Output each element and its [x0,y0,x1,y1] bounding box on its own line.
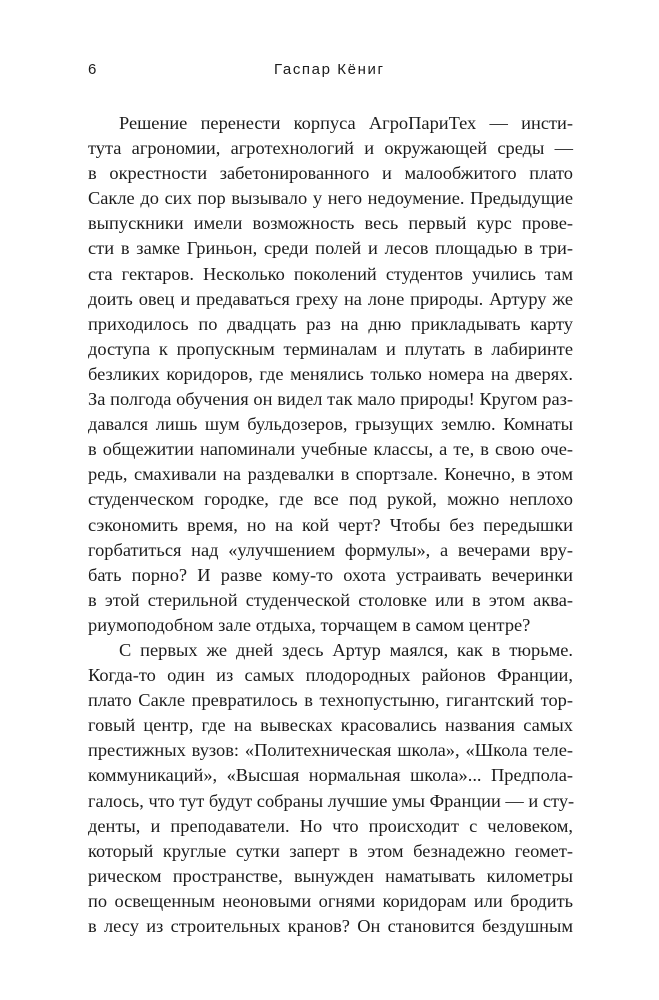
text-line: доступа к пропускным терминалам и плутать в лабиринте [88,338,573,359]
text-line: в общежитии напоминали учебные классы, а те, в свою оче- [88,439,573,460]
text-line: галось, что тут будут собраны лучшие умы Франции — и сту- [88,790,575,811]
text-line: студенческом городке, где все под рукой, можно неплохо [88,489,573,510]
text-line: сэкономить время, но на кой черт? Чтобы без передышки [88,514,573,535]
text-line: приходилось по двадцать раз на дню прикладывать карту [88,313,573,334]
text-line: редь, смахивали на раздевалки в спортзале. Конечно, в этом [88,464,573,485]
text-body [88,111,573,939]
text-line: давался лишь шум бульдозеров, грызущих землю. Комнаты [88,414,573,435]
text-line: Сакле до сих пор вызывало у него недоумение. Предыдущие [88,188,573,209]
text-line: Когда-то один из самых плодородных районов Франции, [88,665,573,686]
text-line: коммуникаций», «Высшая нормальная школа»... Предпола- [88,765,573,786]
paragraph-2 [88,638,573,939]
text-line: плато Сакле превратилось в технопустыню, гигантский тор- [88,690,573,711]
text-line: выпускники имели возможность весь первый курс прове- [88,213,573,234]
running-head: Гаспар Кёниг [274,61,385,78]
text-line: тута агрономии, агротехнологий и окружающей среды — [88,138,573,159]
text-line: престижных вузов: «Политехническая школа», «Школа теле- [88,740,573,761]
text-line: в окрестности забетонированного и малообжитого плато [88,163,573,184]
text-line: говый центр, где на вывесках красовались названия самых [88,715,573,736]
text-line: сти в замке Гриньон, среди полей и лесов площадью в три- [88,238,573,259]
paragraph-1 [88,111,573,638]
text-line: денты, и преподаватели. Но что происходит с человеком, [88,815,573,836]
text-line: Решение перенести корпуса АгроПариТех — инсти- [119,113,573,133]
text-line: риумоподобном зале отдыха, торчащем в самом центре? [88,614,531,635]
text-line: горбатиться над «улучшением формулы», а вечерами вру- [88,539,573,560]
text-line: который круглые сутки заперт в этом безнадежно геомет- [88,840,573,861]
text-line: ста гектаров. Несколько поколений студентов учились там [88,263,573,284]
text-line: в этой стерильной студенческой столовке или в этом аква- [88,589,573,610]
text-line: доить овец и предаваться греху на лоне природы. Артуру же [88,288,573,309]
text-line: в лесу из строительных кранов? Он становится бездушным [88,916,573,936]
text-line: За полгода обучения он видел так мало природы! Кругом раз- [88,389,573,410]
text-line: безликих коридоров, где менялись только номера на дверях. [88,363,573,384]
text-line: рическом пространстве, вынужден наматывать километры [88,865,573,886]
text-line: бать порно? И разве кому-то охота устраивать вечеринки [88,564,573,585]
page-number: 6 [88,61,97,78]
text-line: С первых же дней здесь Артур маялся, как в тюрьме. [119,639,573,660]
text-line: по освещенным неоновыми огнями коридорам или бродить [88,890,573,911]
